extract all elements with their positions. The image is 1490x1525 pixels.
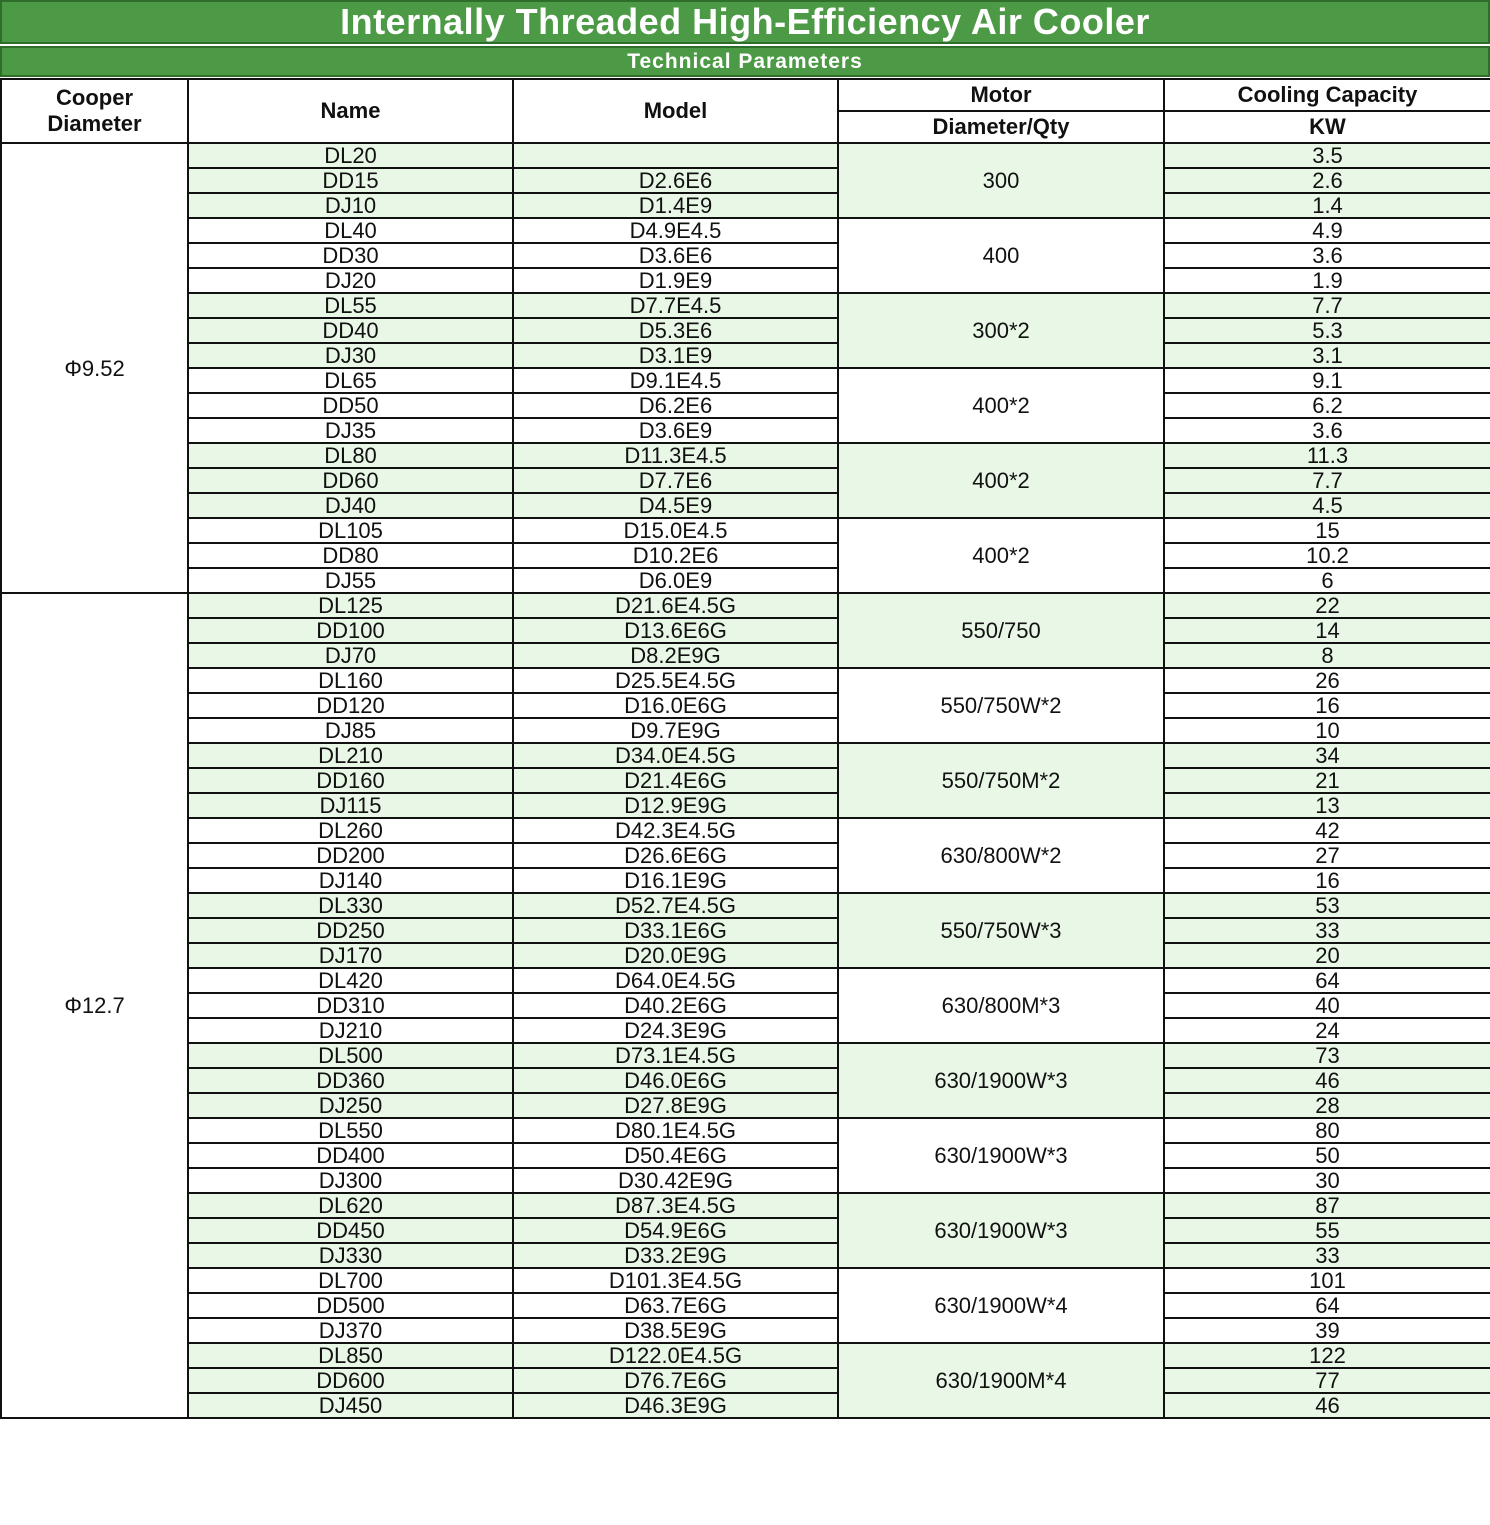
cell-motor: 400*2: [838, 368, 1164, 443]
cell-model: D33.2E9G: [513, 1243, 838, 1268]
table-row: [1, 1243, 1490, 1268]
cell-name: DD600: [188, 1368, 513, 1393]
cell-capacity: 9.1: [1164, 368, 1490, 393]
header-motor: Motor: [838, 79, 1164, 111]
table-row: [1, 1218, 1490, 1243]
cell-name: DL55: [188, 293, 513, 318]
cell-motor: 400*2: [838, 518, 1164, 593]
header-diameter-line1: Cooper: [56, 85, 133, 110]
cell-capacity: 1.9: [1164, 268, 1490, 293]
cell-capacity: 40: [1164, 993, 1490, 1018]
cell-name: DL420: [188, 968, 513, 993]
table-row: [1, 1318, 1490, 1343]
cell-capacity: 11.3: [1164, 443, 1490, 468]
cell-model: D15.0E4.5: [513, 518, 838, 543]
table-row: [1, 143, 1490, 168]
table-row: [1, 1043, 1490, 1068]
cell-capacity: 14: [1164, 618, 1490, 643]
cell-name: DL210: [188, 743, 513, 768]
cell-model: D46.3E9G: [513, 1393, 838, 1418]
table-row: [1, 568, 1490, 593]
cell-model: [513, 143, 838, 168]
cell-capacity: 15: [1164, 518, 1490, 543]
cell-capacity: 101: [1164, 1268, 1490, 1293]
cell-capacity: 64: [1164, 968, 1490, 993]
cell-capacity: 27: [1164, 843, 1490, 868]
cell-motor: 630/1900W*3: [838, 1118, 1164, 1193]
cell-name: DD400: [188, 1143, 513, 1168]
table-row: [1, 1143, 1490, 1168]
cell-model: D6.2E6: [513, 393, 838, 418]
cell-capacity: 28: [1164, 1093, 1490, 1118]
cell-name: DD50: [188, 393, 513, 418]
table-row: [1, 1093, 1490, 1118]
cell-motor: 300*2: [838, 293, 1164, 368]
cell-name: DL700: [188, 1268, 513, 1293]
cell-model: D50.4E6G: [513, 1143, 838, 1168]
cell-capacity: 30: [1164, 1168, 1490, 1193]
table-row: [1, 543, 1490, 568]
cell-model: D80.1E4.5G: [513, 1118, 838, 1143]
table-row: [1, 1293, 1490, 1318]
cell-capacity: 7.7: [1164, 293, 1490, 318]
cell-capacity: 16: [1164, 693, 1490, 718]
cell-name: DJ370: [188, 1318, 513, 1343]
cell-model: D33.1E6G: [513, 918, 838, 943]
cell-name: DL160: [188, 668, 513, 693]
cell-capacity: 1.4: [1164, 193, 1490, 218]
cell-name: DJ250: [188, 1093, 513, 1118]
cell-model: D20.0E9G: [513, 943, 838, 968]
cell-capacity: 50: [1164, 1143, 1490, 1168]
cell-model: D26.6E6G: [513, 843, 838, 868]
table-row: [1, 643, 1490, 668]
cell-model: D9.1E4.5: [513, 368, 838, 393]
cell-capacity: 10: [1164, 718, 1490, 743]
cell-model: D2.6E6: [513, 168, 838, 193]
cell-capacity: 33: [1164, 1243, 1490, 1268]
cell-motor: 550/750M*2: [838, 743, 1164, 818]
cell-capacity: 3.5: [1164, 143, 1490, 168]
table-row: [1, 918, 1490, 943]
cell-capacity: 10.2: [1164, 543, 1490, 568]
cell-model: D1.4E9: [513, 193, 838, 218]
cell-name: DJ210: [188, 1018, 513, 1043]
cell-capacity: 20: [1164, 943, 1490, 968]
cell-model: D34.0E4.5G: [513, 743, 838, 768]
cell-name: DD160: [188, 768, 513, 793]
cell-motor: 550/750W*3: [838, 893, 1164, 968]
table-row: [1, 593, 1490, 618]
table-row: [1, 218, 1490, 243]
cell-capacity: 26: [1164, 668, 1490, 693]
cell-motor: 630/1900W*3: [838, 1193, 1164, 1268]
cell-name: DD30: [188, 243, 513, 268]
page-subtitle: Technical Parameters: [0, 46, 1490, 77]
cell-name: DJ70: [188, 643, 513, 668]
cell-capacity: 24: [1164, 1018, 1490, 1043]
cell-name: DJ170: [188, 943, 513, 968]
cell-model: D87.3E4.5G: [513, 1193, 838, 1218]
cell-name: DD310: [188, 993, 513, 1018]
cell-model: D7.7E4.5: [513, 293, 838, 318]
cell-motor: 550/750: [838, 593, 1164, 668]
table-row: [1, 293, 1490, 318]
cell-capacity: 4.5: [1164, 493, 1490, 518]
cell-model: D7.7E6: [513, 468, 838, 493]
cell-capacity: 42: [1164, 818, 1490, 843]
cell-capacity: 80: [1164, 1118, 1490, 1143]
cell-model: D30.42E9G: [513, 1168, 838, 1193]
cell-capacity: 3.1: [1164, 343, 1490, 368]
cell-diameter: Φ9.52: [1, 143, 188, 593]
cell-capacity: 73: [1164, 1043, 1490, 1068]
cell-name: DD60: [188, 468, 513, 493]
table-row: [1, 693, 1490, 718]
cell-name: DL260: [188, 818, 513, 843]
cell-model: D63.7E6G: [513, 1293, 838, 1318]
table-row: [1, 368, 1490, 393]
cell-model: D21.6E4.5G: [513, 593, 838, 618]
cell-motor: 630/1900M*4: [838, 1343, 1164, 1418]
cell-capacity: 21: [1164, 768, 1490, 793]
cell-capacity: 3.6: [1164, 418, 1490, 443]
table-row: [1, 1343, 1490, 1368]
cell-name: DD200: [188, 843, 513, 868]
cell-name: DD80: [188, 543, 513, 568]
cell-capacity: 22: [1164, 593, 1490, 618]
cell-name: DD500: [188, 1293, 513, 1318]
cell-name: DD450: [188, 1218, 513, 1243]
cell-model: D9.7E9G: [513, 718, 838, 743]
cell-name: DD100: [188, 618, 513, 643]
cell-capacity: 46: [1164, 1393, 1490, 1418]
cell-capacity: 5.3: [1164, 318, 1490, 343]
table-row: [1, 743, 1490, 768]
cell-capacity: 6.2: [1164, 393, 1490, 418]
cell-model: D27.8E9G: [513, 1093, 838, 1118]
cell-model: D4.9E4.5: [513, 218, 838, 243]
cell-model: D21.4E6G: [513, 768, 838, 793]
table-row: [1, 793, 1490, 818]
cell-capacity: 2.6: [1164, 168, 1490, 193]
cell-capacity: 55: [1164, 1218, 1490, 1243]
cell-model: D46.0E6G: [513, 1068, 838, 1093]
cell-model: D16.0E6G: [513, 693, 838, 718]
table-row: [1, 343, 1490, 368]
cell-motor: 630/1900W*3: [838, 1043, 1164, 1118]
header-capacity: Cooling Capacity: [1164, 79, 1490, 111]
cell-model: D8.2E9G: [513, 643, 838, 668]
cell-model: D76.7E6G: [513, 1368, 838, 1393]
cell-model: D54.9E6G: [513, 1218, 838, 1243]
table-row: [1, 418, 1490, 443]
cell-motor: 400: [838, 218, 1164, 293]
cell-name: DL850: [188, 1343, 513, 1368]
cell-model: D5.3E6: [513, 318, 838, 343]
cell-name: DL125: [188, 593, 513, 618]
cell-name: DL620: [188, 1193, 513, 1218]
cell-capacity: 16: [1164, 868, 1490, 893]
cell-model: D52.7E4.5G: [513, 893, 838, 918]
cell-model: D122.0E4.5G: [513, 1343, 838, 1368]
cell-motor: 630/800W*2: [838, 818, 1164, 893]
cell-model: D40.2E6G: [513, 993, 838, 1018]
cell-name: DJ450: [188, 1393, 513, 1418]
cell-capacity: 4.9: [1164, 218, 1490, 243]
table-row: [1, 268, 1490, 293]
table-row: [1, 968, 1490, 993]
table-row: [1, 618, 1490, 643]
cell-name: DL80: [188, 443, 513, 468]
cell-capacity: 3.6: [1164, 243, 1490, 268]
cell-capacity: 7.7: [1164, 468, 1490, 493]
cell-name: DL550: [188, 1118, 513, 1143]
cell-capacity: 64: [1164, 1293, 1490, 1318]
cell-name: DJ140: [188, 868, 513, 893]
cell-model: D25.5E4.5G: [513, 668, 838, 693]
cell-motor: 630/1900W*4: [838, 1268, 1164, 1343]
cell-model: D6.0E9: [513, 568, 838, 593]
cell-capacity: 33: [1164, 918, 1490, 943]
cell-name: DL500: [188, 1043, 513, 1068]
cell-name: DL65: [188, 368, 513, 393]
cell-capacity: 87: [1164, 1193, 1490, 1218]
cell-model: D38.5E9G: [513, 1318, 838, 1343]
cell-model: D3.6E6: [513, 243, 838, 268]
header-capacity-sub: KW: [1164, 111, 1490, 143]
cell-name: DL40: [188, 218, 513, 243]
cell-model: D10.2E6: [513, 543, 838, 568]
cell-model: D3.6E9: [513, 418, 838, 443]
cell-capacity: 6: [1164, 568, 1490, 593]
cell-capacity: 46: [1164, 1068, 1490, 1093]
cell-name: DJ40: [188, 493, 513, 518]
cell-name: DD15: [188, 168, 513, 193]
header-model: Model: [513, 79, 838, 143]
page-title: Internally Threaded High-Efficiency Air Cooler: [0, 0, 1490, 44]
cell-name: DJ115: [188, 793, 513, 818]
table-row: [1, 943, 1490, 968]
header-diameter: [1, 79, 188, 143]
table-row: [1, 518, 1490, 543]
cell-capacity: 34: [1164, 743, 1490, 768]
table-row: [1, 843, 1490, 868]
cell-name: DJ30: [188, 343, 513, 368]
table-row: [1, 1018, 1490, 1043]
table-row: [1, 193, 1490, 218]
cell-motor: 300: [838, 143, 1164, 218]
cell-model: D1.9E9: [513, 268, 838, 293]
cell-name: DL105: [188, 518, 513, 543]
cell-motor: 550/750W*2: [838, 668, 1164, 743]
cell-name: DJ300: [188, 1168, 513, 1193]
table-row: [1, 493, 1490, 518]
cell-name: DJ35: [188, 418, 513, 443]
cell-motor: 400*2: [838, 443, 1164, 518]
cell-model: D13.6E6G: [513, 618, 838, 643]
table-row: [1, 818, 1490, 843]
parameters-table: [0, 78, 1490, 1419]
table-row: [1, 1118, 1490, 1143]
cell-model: D3.1E9: [513, 343, 838, 368]
table-row: [1, 168, 1490, 193]
cell-model: D64.0E4.5G: [513, 968, 838, 993]
cell-capacity: 53: [1164, 893, 1490, 918]
cell-model: D24.3E9G: [513, 1018, 838, 1043]
cell-model: D42.3E4.5G: [513, 818, 838, 843]
table-row: [1, 718, 1490, 743]
table-row: [1, 768, 1490, 793]
cell-name: DJ55: [188, 568, 513, 593]
cell-model: D16.1E9G: [513, 868, 838, 893]
table-row: [1, 243, 1490, 268]
table-row: [1, 668, 1490, 693]
cell-motor: 630/800M*3: [838, 968, 1164, 1043]
cell-model: D11.3E4.5: [513, 443, 838, 468]
cell-model: D101.3E4.5G: [513, 1268, 838, 1293]
header-motor-sub: Diameter/Qty: [838, 111, 1164, 143]
cell-name: DJ20: [188, 268, 513, 293]
cell-name: DD360: [188, 1068, 513, 1093]
cell-capacity: 39: [1164, 1318, 1490, 1343]
table-row: [1, 993, 1490, 1018]
cell-capacity: 122: [1164, 1343, 1490, 1368]
table-row: [1, 868, 1490, 893]
cell-model: D73.1E4.5G: [513, 1043, 838, 1068]
cell-capacity: 8: [1164, 643, 1490, 668]
cell-name: DJ85: [188, 718, 513, 743]
cell-capacity: 77: [1164, 1368, 1490, 1393]
cell-model: D12.9E9G: [513, 793, 838, 818]
cell-name: DD250: [188, 918, 513, 943]
table-row: [1, 393, 1490, 418]
table-row: [1, 1268, 1490, 1293]
table-row: [1, 1393, 1490, 1418]
cell-name: DL20: [188, 143, 513, 168]
cell-name: DD120: [188, 693, 513, 718]
table-row: [1, 1368, 1490, 1393]
table-row: [1, 893, 1490, 918]
cell-name: DJ330: [188, 1243, 513, 1268]
table-row: [1, 1068, 1490, 1093]
header-name: Name: [188, 79, 513, 143]
table-row: [1, 1168, 1490, 1193]
cell-name: DL330: [188, 893, 513, 918]
table-row: [1, 468, 1490, 493]
table-row: [1, 1193, 1490, 1218]
table-row: [1, 318, 1490, 343]
cell-diameter: Φ12.7: [1, 593, 188, 1418]
cell-capacity: 13: [1164, 793, 1490, 818]
cell-name: DJ10: [188, 193, 513, 218]
table-row: [1, 443, 1490, 468]
header-diameter-line2: Diameter: [47, 111, 142, 136]
table-body: [1, 143, 1490, 1418]
cell-name: DD40: [188, 318, 513, 343]
cell-model: D4.5E9: [513, 493, 838, 518]
